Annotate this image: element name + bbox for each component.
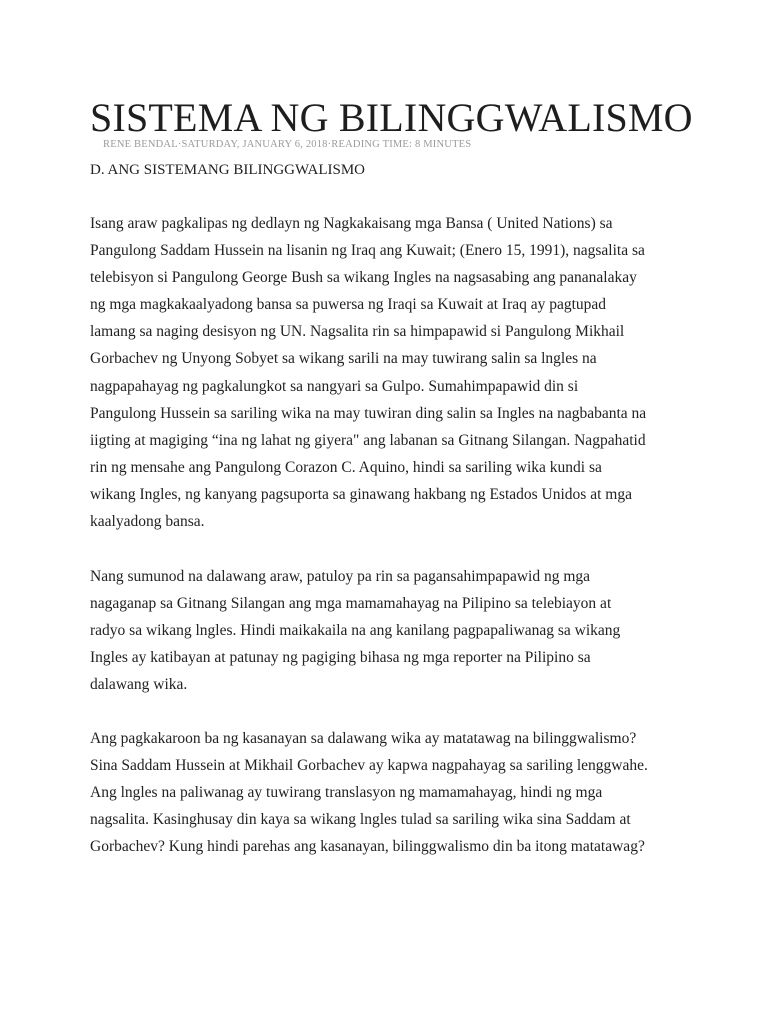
- paragraph-line: kaalyadong bansa.: [90, 513, 205, 531]
- article-meta: RENE BENDAL·SATURDAY, JANUARY 6, 2018·READING TIME: 8 MINUTES: [103, 139, 472, 150]
- paragraph-line: Pangulong Saddam Hussein na lisanin ng Iraq ang Kuwait; (Enero 15, 1991), nagsalita sa: [90, 242, 645, 260]
- paragraph-line: Sina Saddam Hussein at Mikhail Gorbachev ay kapwa nagpahayag sa sariling lenggwahe.: [90, 757, 648, 775]
- paragraph-line: Pangulong Hussein sa sariling wika na may tuwiran ding salin sa Ingles na nagbabanta na: [90, 404, 647, 422]
- paragraph-line: dalawang wika.: [90, 676, 188, 694]
- paragraph-line: Gorbachev ng Unyong Sobyet sa wikang sarili na may tuwirang salin sa lngles na: [90, 350, 597, 368]
- paragraph-line: Ingles ay katibayan at patunay ng pagiging bihasa ng mga reporter na Pilipino sa: [90, 649, 591, 667]
- paragraph-line: iigting at magiging “ina ng lahat ng giyera" ang labanan sa Gitnang Silangan. Nagpahatid: [90, 431, 646, 449]
- article-title: SISTEMA NG BILINGGWALISMO: [90, 95, 693, 140]
- paragraph-line: nagaganap sa Gitnang Silangan ang mga mamamahayag na Pilipino sa telebiayon at: [90, 595, 612, 613]
- paragraph-line: rin ng mensahe ang Pangulong Corazon C. Aquino, hindi sa sariling wika kundi sa: [90, 458, 602, 476]
- paragraph-line: nagsalita. Kasinghusay din kaya sa wikang lngles tulad sa sariling wika sina Saddam at: [90, 811, 631, 829]
- paragraph-line: nagpapahayag ng pagkalungkot sa nangyari sa Gulpo. Sumahimpapawid din si: [90, 377, 579, 395]
- paragraph-line: lamang sa naging desisyon ng UN. Nagsalita rin sa himpapawid si Pangulong Mikhail: [90, 323, 625, 341]
- paragraph-line: Ang lngles na paliwanag ay tuwirang translasyon ng mamamahayag, hindi ng mga: [90, 784, 603, 802]
- paragraph-line: Ang pagkakaroon ba ng kasanayan sa dalawang wika ay matatawag na bilinggwalismo?: [90, 730, 637, 747]
- paragraph-line: Isang araw pagkalipas ng dedlayn ng Nagkakaisang mga Bansa ( United Nations) sa: [90, 215, 613, 232]
- section-subheading: D. ANG SISTEMANG BILINGGWALISMO: [90, 162, 365, 178]
- paragraph-3: [90, 725, 690, 860]
- paragraph-line: Gorbachev? Kung hindi parehas ang kasanayan, bilinggwalismo din ba itong matatawag?: [90, 838, 645, 856]
- paragraph-2: [90, 563, 690, 698]
- paragraph-line: Nang sumunod na dalawang araw, patuloy pa rin sa pagansahimpapawid ng mga: [90, 568, 591, 585]
- paragraph-line: telebisyon si Pangulong George Bush sa wikang Ingles na nagsasabing ang pananalakay: [90, 269, 637, 287]
- paragraph-line: wikang Ingles, ng kanyang pagsuporta sa ginawang hakbang ng Estados Unidos at mga: [90, 485, 632, 503]
- paragraph-line: radyo sa wikang lngles. Hindi maikakaila na ang kanilang pagpapaliwanag sa wikang: [90, 622, 621, 640]
- paragraph-line: ng mga magkakaalyadong bansa sa puwersa ng Iraqi sa Kuwait at Iraq ay pagtupad: [90, 296, 607, 314]
- paragraph-1: [90, 210, 690, 535]
